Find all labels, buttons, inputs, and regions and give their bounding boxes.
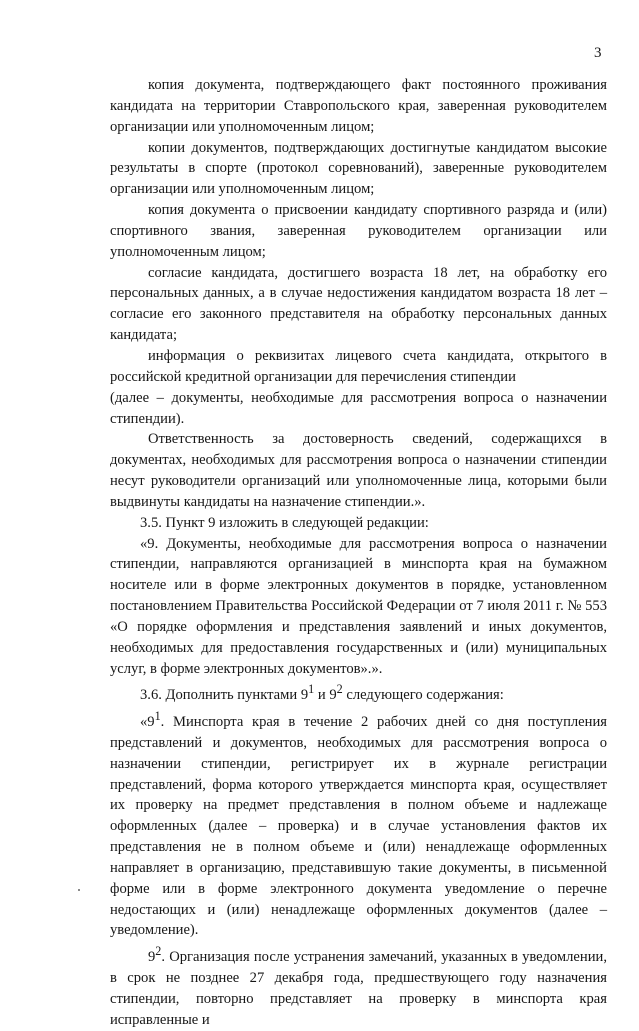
- paragraph-item-3-6: 3.6. Дополнить пунктами $9^1$ и $9^2$ следующего содержания:: [140, 682, 504, 704]
- superscript: 2: [336, 682, 343, 697]
- paragraph-bank-account-info: информация о реквизитах лицевого счета кандидата, открытого в российской кредитной организации для перечисления стипендии: [110, 347, 607, 385]
- paragraph-item-3-5: 3.5. Пункт 9 изложить в следующей редакции:: [140, 514, 429, 531]
- paragraph-sport-results-doc: копии документов, подтверждающих достигнутые кандидатом высокие результаты в спорте (протокол соревнований), заверенные руководителем организации или уполномоченным лицом;: [110, 139, 607, 198]
- superscript: 1: [308, 682, 315, 697]
- paragraph-item-9-1: «$9^1$. Минспорта края в течение 2 рабочих дней со дня поступления представлений и документов, необходимых для рассмотрения вопроса о назначении стипендии, регистрирует их в журнале регистрации представлений, форма которого утверждается минспорта края, осуществляет их проверку на предмет представления в полном объеме и надлежаще оформленных (далее – проверка) и в случае установления фактов их представления не в полном объеме и (или) ненадлежаще оформленных направляет в организацию, представившую такие документы, в письменной форме или в форме электронного документа уведомление о перечне недостающих и (или) ненадлежаще оформленных документов (далее – уведомление).: [110, 709, 607, 939]
- paragraph-item-9: «9. Документы, необходимые для рассмотрения вопроса о назначении стипендии, направляются организацией в минспорта края на бумажном носителе или в форме электронных документов в порядке, установленном постановлением Правительства Российской Федерации от 7 июля 2011 г. № 553 «О порядке оформления и представления заявлений и иных документов, необходимых для предоставления государственных и (или) муниципальных услуг, в форме электронных документов».».: [110, 535, 607, 677]
- paragraph-documents-definition: (далее – документы, необходимые для рассмотрения вопроса о назначении стипендии).: [110, 389, 607, 427]
- paragraph-item-9-2: $9^2$. Организация после устранения замечаний, указанных в уведомлении, в срок не позднее 27 декабря года, предшествующего году назначения стипендии, повторно представляет на проверку в минспорта края исправленные и: [110, 944, 607, 1028]
- page-number: 3: [594, 45, 602, 61]
- document-body: [110, 75, 607, 1031]
- paragraph-personal-data-consent: согласие кандидата, достигшего возраста 18 лет, на обработку его персональных данных, а в случае недостижения кандидатом возраста 18 лет – согласие его законного представителя на обработку персональных данных кандидата;: [110, 264, 607, 344]
- paragraph-responsibility: Ответственность за достоверность сведений, содержащихся в документах, необходимых для рассмотрения вопроса о назначении стипендии несут руководители организаций или уполномоченные лица, которыми были выдвинуты кандидаты на назначение стипендии.».: [110, 431, 607, 510]
- paragraph-residence-doc: копия документа, подтверждающего факт постоянного проживания кандидата на территории Ставропольского края, заверенная руководителем организации или уполномоченным лицом;: [110, 77, 607, 135]
- superscript: 2: [155, 944, 162, 959]
- superscript: 1: [154, 709, 161, 724]
- paragraph-sport-rank-doc: копия документа о присвоении кандидату спортивного разряда и (или) спортивного звания, заверенная руководителем организации или уполномоченным лицом;: [110, 202, 607, 260]
- scan-speck: [78, 889, 80, 891]
